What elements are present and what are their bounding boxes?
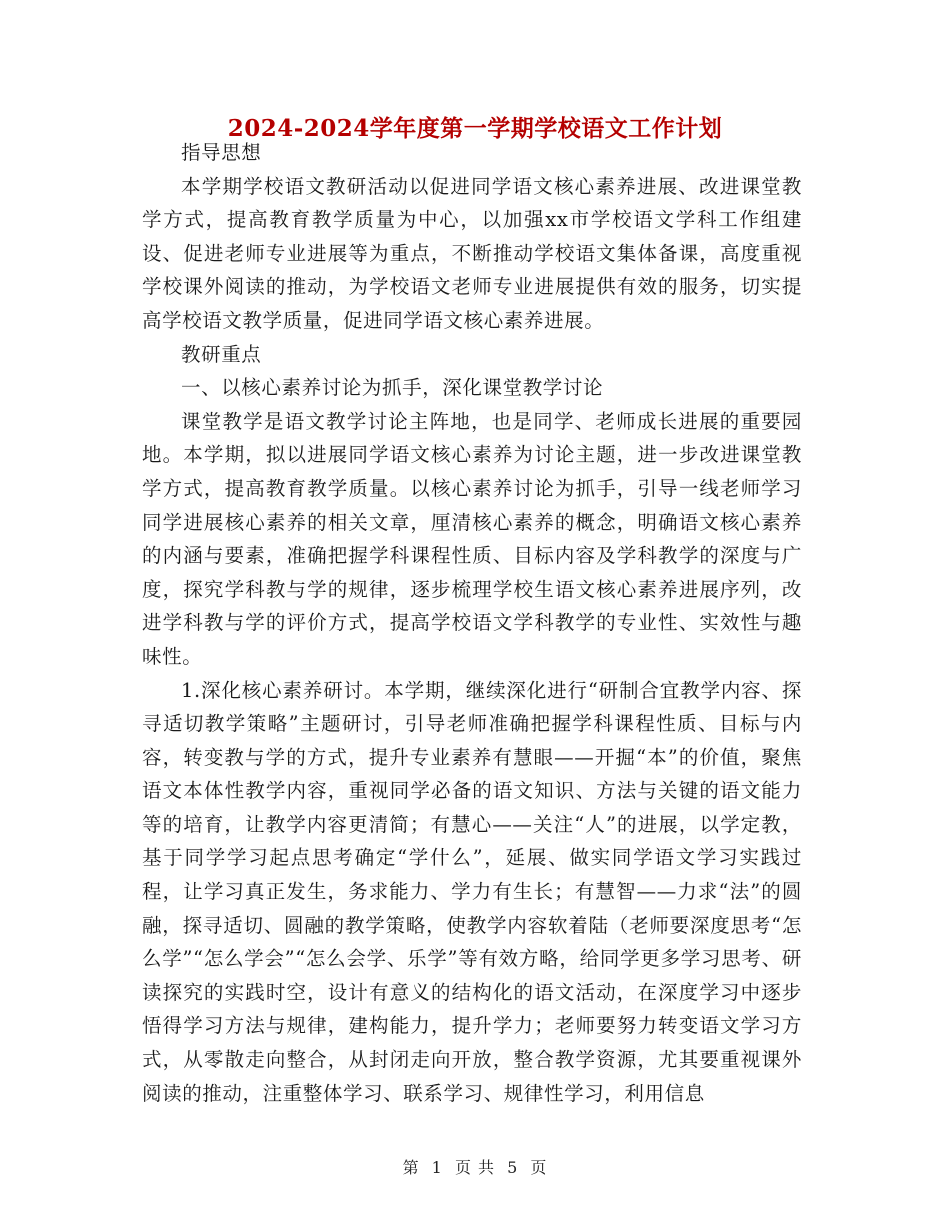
subheading-core-literacy: 一、以核心素养讨论为抓手，深化课堂教学讨论 [181, 376, 604, 400]
document-body [142, 136, 802, 1110]
section-heading-guiding-ideology: 指导思想 [181, 141, 262, 164]
footer-total-pages: 5 [507, 1158, 519, 1177]
document-title: 2024-2024学年度第一学期学校语文工作计划 [227, 115, 723, 142]
paragraph-classroom-teaching: 课堂教学是语文教学讨论主阵地，也是同学、老师成长进展的重要园地。本学期，拟以进展同学语文核心素养为讨论主题，进一步改进课堂教学方式，提高教育教学质量。以核心素养讨论为抓手，引导一线老师学习同学进展核心素养的相关文章，厘清核心素养的概念，明确语文核心素养的内涵与要素，准确把握学科课程性质、目标内容及学科教学的深度与广度，探究学科教与学的规律，逐步梳理学校生语文核心素养进展序列，改进学科教与学的评价方式，提高学校语文学科教学的专业性、实效性与趣味性。 [142, 409, 802, 668]
footer-middle: 页 共 [454, 1158, 496, 1177]
paragraph-guiding-ideology: 本学期学校语文教研活动以促进同学语文核心素养进展、改进课堂教学方式，提高教育教学质量为中心，以加强xx市学校语文学科工作组建设、促进老师专业进展等为重点，不断推动学校语文集体备课，高度重视学校课外阅读的推动，为学校语文老师专业进展提供有效的服务，切实提高学校语文教学质量，促进同学语文核心素养进展。 [142, 174, 802, 332]
paragraph-core-literacy-seminar: 1.深化核心素养研讨。本学期，继续深化进行“研制合宜教学内容、探寻适切教学策略”主题研讨，引导老师准确把握学科课程性质、目标与内容，转变教与学的方式，提升专业素养有慧眼——开掘“本”的价值，聚焦语文本体性教学内容，重视同学必备的语文知识、方法与关键的语文能力等的培育，让教学内容更清简；有慧心——关注“人”的进展，以学定教，基于同学学习起点思考确定“学什么”，延展、做实同学语文学习实践过程，让学习真正发生，务求能力、学力有生长；有慧智——力求“法”的圆融，探寻适切、圆融的教学策略，使教学内容软着陆（老师要深度思考“怎么学”“怎么学会”“怎么会学、乐学”等有效方略，给同学更多学习思考、研读探究的实践时空，设计有意义的结构化的语文活动，在深度学习中逐步悟得学习方法与规律，建构能力，提升学力；老师要努力转变语文学习方式，从零散走向整合，从封闭走向开放，整合教学资源，尤其要重视课外阅读的推动，注重整体学习、联系学习、规律性学习，利用信息 [142, 678, 802, 1105]
section-heading-research-focus: 教研重点 [181, 342, 262, 366]
footer-page-number: 1 [431, 1158, 443, 1177]
footer-prefix: 第 [402, 1158, 420, 1177]
footer-suffix: 页 [530, 1158, 548, 1177]
page-footer [0, 1155, 950, 1178]
